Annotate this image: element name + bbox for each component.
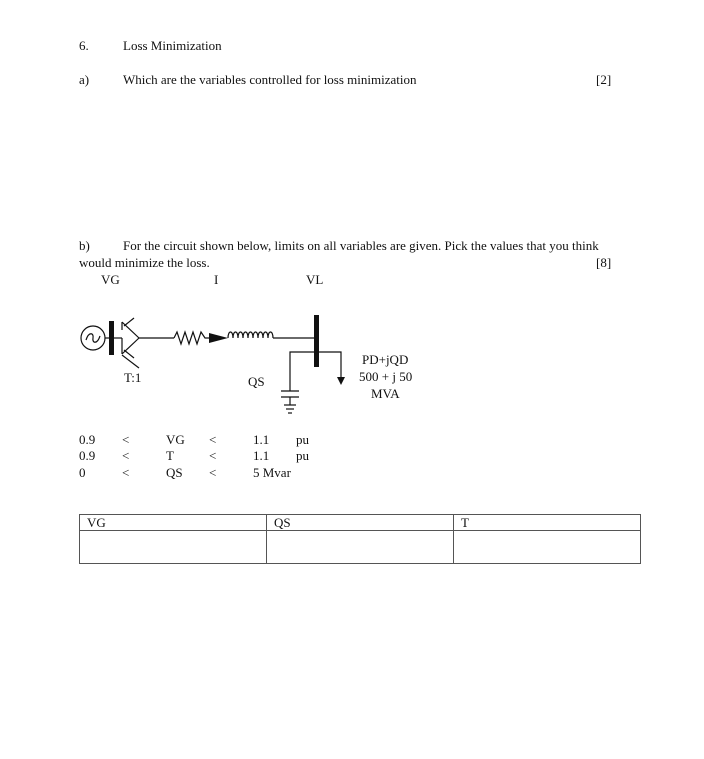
limit-t-op1: < [122, 448, 130, 463]
load-label-line2: 500 + j 50 [359, 369, 413, 384]
resistor-icon [174, 332, 209, 344]
limit-t-min: 0.9 [79, 448, 96, 463]
limit-vg-op2: < [209, 432, 217, 447]
load-arrow-icon [337, 377, 345, 385]
generator-icon [81, 326, 109, 350]
limit-vg-max: 1.1 [253, 432, 270, 447]
limit-qs-op2: < [209, 465, 217, 480]
part-b-text-line2: would minimize the loss. [79, 255, 210, 270]
limit-qs-var: QS [166, 465, 183, 480]
shunt-capacitor-icon [281, 352, 314, 413]
part-b-marks: [8] [596, 255, 612, 270]
question-title: Loss Minimization [123, 38, 222, 53]
generator-bus [109, 321, 114, 355]
transformer-icon [109, 318, 174, 368]
limit-vg-min: 0.9 [79, 432, 96, 447]
question-number: 6. [79, 38, 89, 53]
label-transformer-ratio: T:1 [124, 370, 142, 385]
answer-header-qs: QS [267, 515, 454, 531]
answer-cell-qs[interactable] [267, 531, 454, 564]
part-a-text: Which are the variables controlled for loss minimization [123, 72, 417, 87]
label-vl: VL [306, 272, 324, 287]
limit-t-op2: < [209, 448, 217, 463]
limit-vg-op1: < [122, 432, 130, 447]
limit-vg-var: VG [166, 432, 185, 447]
limit-qs-max: 5 Mvar [253, 465, 291, 480]
load-label-line3: MVA [371, 386, 400, 401]
inductor-icon [228, 332, 314, 338]
answer-header-t: T [454, 515, 641, 531]
answer-header-vg: VG [80, 515, 267, 531]
answer-table [79, 514, 641, 564]
limit-t-unit: pu [296, 448, 309, 463]
limit-vg-unit: pu [296, 432, 309, 447]
label-current: I [214, 272, 219, 287]
load-bus [314, 315, 319, 367]
part-b-text-line1: For the circuit shown below, limits on all variables are given. Pick the values that you think [123, 238, 599, 253]
part-a-marks: [2] [596, 72, 612, 87]
answer-cell-vg[interactable] [80, 531, 267, 564]
load-label-line1: PD+jQD [362, 352, 409, 367]
answer-cell-t[interactable] [454, 531, 641, 564]
part-b-label: b) [79, 238, 90, 253]
limit-t-max: 1.1 [253, 448, 270, 463]
limit-t-var: T [166, 448, 174, 463]
label-qs: QS [248, 374, 265, 389]
current-arrow-icon [209, 333, 228, 343]
limit-qs-op1: < [122, 465, 130, 480]
limit-qs-min: 0 [79, 465, 86, 480]
part-a-label: a) [79, 72, 90, 87]
label-vg: VG [101, 272, 120, 287]
